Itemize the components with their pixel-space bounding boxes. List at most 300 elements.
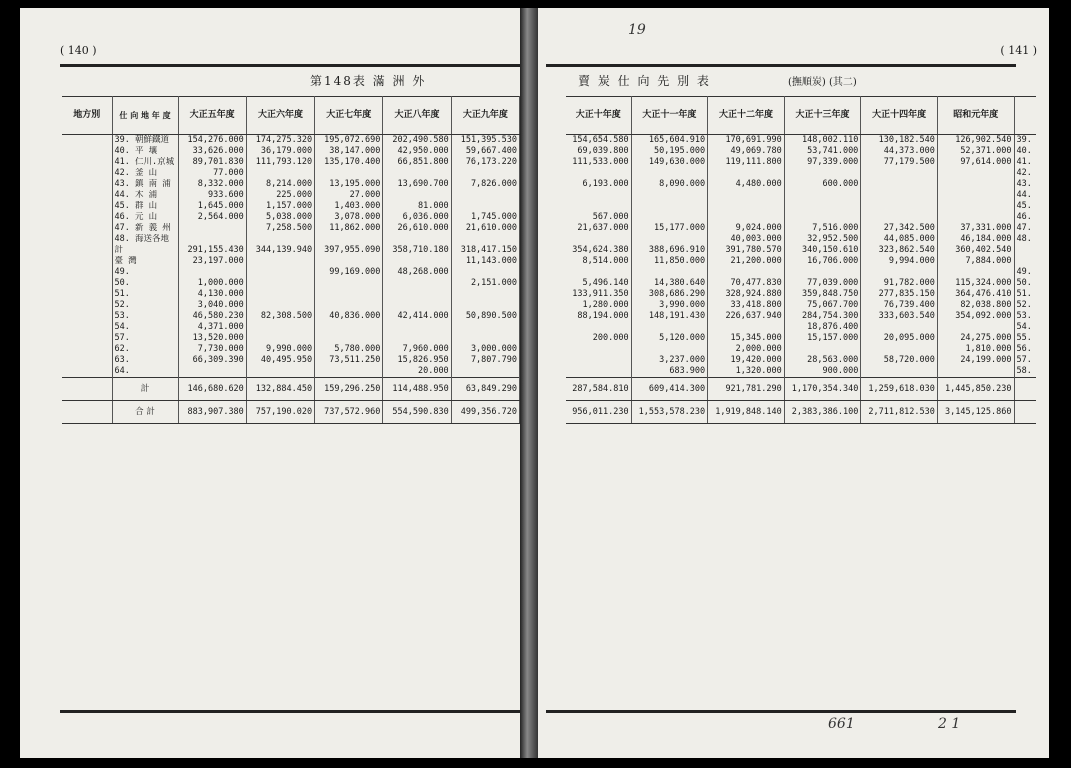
row-number: 47.	[1016, 223, 1032, 233]
row-number: 43.	[114, 179, 130, 189]
destination-cell	[112, 289, 178, 300]
region-cell	[62, 212, 112, 223]
table-row	[566, 245, 1036, 256]
value-cell	[315, 256, 383, 267]
value-cell: 683.900	[631, 366, 708, 378]
right-page-number: ( 141 )	[1000, 44, 1037, 57]
table-row	[566, 146, 1036, 157]
subtotal-cell: 159,296.250	[315, 378, 383, 401]
value-cell	[383, 256, 451, 267]
row-number: 39.	[1016, 135, 1032, 145]
region-header: 地方別	[73, 110, 101, 120]
row-number: 47.	[114, 223, 130, 233]
value-cell: 15,177.000	[631, 223, 708, 234]
value-cell: 13,690.700	[383, 179, 451, 190]
value-cell	[246, 234, 314, 245]
subtotal-cell: 1,445,850.230	[937, 378, 1014, 401]
row-number: 40.	[1016, 146, 1032, 156]
value-cell: 46,580.230	[178, 311, 246, 322]
row-number: 39.	[114, 135, 130, 145]
value-cell: 1,810.000	[937, 344, 1014, 355]
right-data-table	[566, 96, 1036, 424]
value-cell: 5,496.140	[566, 278, 631, 289]
value-cell	[861, 168, 938, 179]
value-cell	[937, 322, 1014, 333]
value-cell: 38,147.000	[315, 146, 383, 157]
value-cell: 6,193.000	[566, 179, 631, 190]
destination-cell	[112, 234, 178, 245]
value-cell: 52,371.000	[937, 146, 1014, 157]
value-cell: 97,339.000	[784, 157, 861, 168]
value-cell	[708, 322, 785, 333]
region-cell	[62, 146, 112, 157]
col-taisho10: 大正十年度	[566, 97, 631, 135]
table-row	[566, 256, 1036, 267]
value-cell: 50,890.500	[451, 311, 519, 322]
value-cell	[566, 355, 631, 366]
table-row	[62, 355, 520, 366]
value-cell: 344,139.940	[246, 245, 314, 256]
row-number: 49.	[114, 267, 130, 277]
row-number: 45.	[114, 201, 130, 211]
value-cell	[566, 168, 631, 179]
row-number: 46.	[1016, 212, 1032, 222]
value-cell: 13,195.000	[315, 179, 383, 190]
value-cell	[383, 190, 451, 201]
value-cell	[566, 190, 631, 201]
value-cell: 154,276.000	[178, 135, 246, 147]
value-cell: 20.000	[383, 366, 451, 378]
subtotal-cell: 132,884.450	[246, 378, 314, 401]
subtotal-cell: 1,170,354.340	[784, 378, 861, 401]
value-cell: 2,000.000	[708, 344, 785, 355]
value-cell: 91,782.000	[861, 278, 938, 289]
value-cell: 165,604.910	[631, 135, 708, 147]
value-cell: 44,085.000	[861, 234, 938, 245]
value-cell: 7,826.000	[451, 179, 519, 190]
region-cell	[62, 311, 112, 322]
value-cell: 77,039.000	[784, 278, 861, 289]
row-number: 48.	[1016, 234, 1032, 244]
table-row	[62, 256, 520, 267]
value-cell	[451, 333, 519, 344]
table-row	[566, 201, 1036, 212]
value-cell: 8,332.000	[178, 179, 246, 190]
destination-cell	[112, 366, 178, 378]
row-number: 46.	[114, 212, 130, 222]
value-cell	[937, 190, 1014, 201]
value-cell: 37,331.000	[937, 223, 1014, 234]
value-cell	[784, 190, 861, 201]
value-cell: 81.000	[383, 201, 451, 212]
region-cell	[62, 333, 112, 344]
row-number: 52.	[114, 300, 130, 310]
value-cell	[631, 344, 708, 355]
value-cell	[708, 267, 785, 278]
value-cell	[566, 201, 631, 212]
destination-cell	[112, 267, 178, 278]
region-cell	[62, 179, 112, 190]
table-row	[566, 333, 1036, 344]
row-number: 40.	[114, 146, 130, 156]
value-cell	[566, 322, 631, 333]
row-number: 48.	[114, 234, 130, 244]
right-top-rule	[546, 64, 1016, 67]
value-cell: 7,960.000	[383, 344, 451, 355]
table-row	[62, 289, 520, 300]
value-cell: 16,706.000	[784, 256, 861, 267]
col-taisho12: 大正十二年度	[708, 97, 785, 135]
value-cell: 1,403.000	[315, 201, 383, 212]
value-cell	[784, 201, 861, 212]
table-row	[566, 322, 1036, 333]
table-row	[62, 366, 520, 378]
value-cell: 1,745.000	[451, 212, 519, 223]
left-page	[20, 8, 520, 758]
table-row	[566, 289, 1036, 300]
total-cell: 737,572.960	[315, 401, 383, 424]
value-cell: 15,826.950	[383, 355, 451, 366]
year-header: 年 度	[151, 110, 171, 120]
value-cell: 48,268.000	[383, 267, 451, 278]
value-cell: 24,275.000	[937, 333, 1014, 344]
value-cell: 119,111.800	[708, 157, 785, 168]
destination-name: 臺 灣	[114, 256, 137, 266]
table-row	[566, 311, 1036, 322]
table-row	[62, 344, 520, 355]
row-number: 54.	[114, 322, 130, 332]
region-cell	[62, 267, 112, 278]
value-cell: 1,000.000	[178, 278, 246, 289]
value-cell: 21,610.000	[451, 223, 519, 234]
value-cell	[784, 212, 861, 223]
value-cell: 391,780.570	[708, 245, 785, 256]
value-cell: 7,258.500	[246, 223, 314, 234]
destination-name: 釜 山	[134, 168, 158, 178]
subtotal-cell: 287,584.810	[566, 378, 631, 401]
value-cell: 1,280.000	[566, 300, 631, 311]
table-row	[566, 179, 1036, 190]
left-total-row	[62, 401, 520, 424]
value-cell: 15,157.000	[784, 333, 861, 344]
row-number: 55.	[1016, 333, 1032, 343]
value-cell	[178, 267, 246, 278]
total-cell: 2,711,812.530	[861, 401, 938, 424]
row-number	[1014, 256, 1036, 267]
value-cell: 354,624.380	[566, 245, 631, 256]
handwritten-note-top: 19	[628, 22, 646, 38]
value-cell: 115,324.000	[937, 278, 1014, 289]
value-cell: 318,417.150	[451, 245, 519, 256]
table-row	[62, 333, 520, 344]
value-cell: 9,024.000	[708, 223, 785, 234]
direction-header: 仕 向 地	[119, 110, 149, 120]
value-cell	[937, 201, 1014, 212]
value-cell: 2,151.000	[451, 278, 519, 289]
destination-name: 新 義 州	[134, 223, 171, 233]
value-cell	[383, 168, 451, 179]
value-cell: 82,038.800	[937, 300, 1014, 311]
region-cell	[62, 322, 112, 333]
col-showa1: 昭和元年度	[937, 97, 1014, 135]
value-cell: 308,686.290	[631, 289, 708, 300]
value-cell	[937, 366, 1014, 378]
row-number: 44.	[114, 190, 130, 200]
value-cell	[383, 300, 451, 311]
value-cell	[315, 234, 383, 245]
value-cell: 323,862.540	[861, 245, 938, 256]
table-row	[62, 300, 520, 311]
col-taisho8: 大正八年度	[383, 97, 451, 135]
value-cell: 900.000	[784, 366, 861, 378]
value-cell: 4,130.000	[178, 289, 246, 300]
table-row	[62, 157, 520, 168]
row-number: 44.	[1016, 190, 1032, 200]
destination-cell	[112, 355, 178, 366]
value-cell	[383, 234, 451, 245]
destination-cell	[112, 256, 178, 267]
table-row	[566, 190, 1036, 201]
value-cell: 27.000	[315, 190, 383, 201]
destination-name: 海送各地	[134, 234, 169, 244]
value-cell: 8,090.000	[631, 179, 708, 190]
value-cell: 77,179.500	[861, 157, 938, 168]
region-cell	[62, 135, 112, 147]
row-number: 43.	[1016, 179, 1032, 189]
region-cell	[62, 278, 112, 289]
value-cell: 354,092.000	[937, 311, 1014, 322]
table-row	[566, 300, 1036, 311]
value-cell	[631, 201, 708, 212]
value-cell: 23,197.000	[178, 256, 246, 267]
table-row	[62, 179, 520, 190]
value-cell: 6,036.000	[383, 212, 451, 223]
value-cell: 76,739.400	[861, 300, 938, 311]
right-bottom-rule	[546, 710, 1016, 713]
value-cell	[315, 289, 383, 300]
right-subtotal-row	[566, 378, 1036, 401]
value-cell: 328,924.880	[708, 289, 785, 300]
destination-name: 木 浦	[134, 190, 158, 200]
destination-name: 元 山	[134, 212, 158, 222]
destination-cell	[112, 168, 178, 179]
value-cell	[861, 190, 938, 201]
value-cell: 59,667.400	[451, 146, 519, 157]
value-cell: 4,371.000	[178, 322, 246, 333]
value-cell: 70,477.830	[708, 278, 785, 289]
subtotal-cell: 609,414.300	[631, 378, 708, 401]
value-cell	[451, 201, 519, 212]
value-cell: 40,836.000	[315, 311, 383, 322]
value-cell	[246, 300, 314, 311]
row-number: 42.	[114, 168, 130, 178]
value-cell	[861, 344, 938, 355]
table-row	[566, 355, 1036, 366]
value-cell: 9,990.000	[246, 344, 314, 355]
col-taisho9: 大正九年度	[451, 97, 519, 135]
right-table-subtitle: (撫順炭) (其二)	[788, 77, 857, 88]
value-cell: 340,150.610	[784, 245, 861, 256]
value-cell: 135,170.400	[315, 157, 383, 168]
value-cell: 195,072.690	[315, 135, 383, 147]
destination-cell	[112, 344, 178, 355]
table-row	[62, 201, 520, 212]
value-cell	[861, 201, 938, 212]
row-number: 64.	[114, 366, 130, 376]
value-cell: 277,835.150	[861, 289, 938, 300]
value-cell: 8,214.000	[246, 179, 314, 190]
value-cell: 149,630.000	[631, 157, 708, 168]
value-cell: 33,626.000	[178, 146, 246, 157]
value-cell: 66,851.800	[383, 157, 451, 168]
value-cell: 200.000	[566, 333, 631, 344]
value-cell: 40,003.000	[708, 234, 785, 245]
destination-name: 群 山	[134, 201, 158, 211]
destination-cell	[112, 179, 178, 190]
value-cell: 3,990.000	[631, 300, 708, 311]
table-row	[566, 278, 1036, 289]
value-cell: 33,418.800	[708, 300, 785, 311]
destination-cell	[112, 223, 178, 234]
value-cell	[631, 267, 708, 278]
value-cell	[937, 179, 1014, 190]
left-page-number: ( 140 )	[60, 44, 97, 57]
value-cell	[246, 322, 314, 333]
value-cell: 5,780.000	[315, 344, 383, 355]
table-row	[566, 135, 1036, 147]
row-number: 53.	[114, 311, 130, 321]
subtotal-cell: 63,849.290	[451, 378, 519, 401]
table-row	[62, 146, 520, 157]
value-cell: 27,342.500	[861, 223, 938, 234]
value-cell: 99,169.000	[315, 267, 383, 278]
value-cell: 358,710.180	[383, 245, 451, 256]
total-cell: 499,356.720	[451, 401, 519, 424]
subtotal-cell: 146,680.620	[178, 378, 246, 401]
table-row	[62, 223, 520, 234]
row-number: 49.	[1016, 267, 1032, 277]
value-cell: 18,876.400	[784, 322, 861, 333]
handwritten-note-bottom: 661	[828, 716, 855, 732]
value-cell: 73,511.250	[315, 355, 383, 366]
value-cell	[451, 168, 519, 179]
value-cell: 5,120.000	[631, 333, 708, 344]
value-cell	[246, 278, 314, 289]
value-cell: 111,793.120	[246, 157, 314, 168]
value-cell	[451, 322, 519, 333]
destination-name: 鎮 南 浦	[134, 179, 171, 189]
table-row	[566, 366, 1036, 378]
value-cell	[566, 234, 631, 245]
row-number: 51.	[1016, 289, 1032, 299]
value-cell: 76,173.220	[451, 157, 519, 168]
value-cell	[383, 289, 451, 300]
table-row	[62, 245, 520, 256]
row-number: 62.	[114, 344, 130, 354]
total-label: 合 計	[112, 401, 178, 424]
value-cell	[631, 212, 708, 223]
value-cell: 170,691.990	[708, 135, 785, 147]
value-cell	[937, 168, 1014, 179]
value-cell: 148,002.110	[784, 135, 861, 147]
row-number: 53.	[1016, 311, 1032, 321]
value-cell: 53,741.000	[784, 146, 861, 157]
value-cell: 226,637.940	[708, 311, 785, 322]
destination-cell	[112, 278, 178, 289]
table-row	[62, 311, 520, 322]
value-cell	[178, 223, 246, 234]
row-number	[1014, 245, 1036, 256]
value-cell	[383, 278, 451, 289]
value-cell: 388,696.910	[631, 245, 708, 256]
destination-cell	[112, 135, 178, 147]
value-cell	[178, 234, 246, 245]
value-cell: 359,848.750	[784, 289, 861, 300]
region-cell	[62, 201, 112, 212]
value-cell: 42,414.000	[383, 311, 451, 322]
value-cell	[708, 190, 785, 201]
value-cell: 3,078.000	[315, 212, 383, 223]
row-number: 57.	[1016, 355, 1032, 365]
row-number: 63.	[114, 355, 130, 365]
value-cell: 1,320.000	[708, 366, 785, 378]
value-cell	[315, 300, 383, 311]
table-row	[566, 168, 1036, 179]
destination-cell	[112, 146, 178, 157]
value-cell: 7,884.000	[937, 256, 1014, 267]
destination-cell	[112, 311, 178, 322]
region-cell	[62, 234, 112, 245]
value-cell	[315, 322, 383, 333]
value-cell: 49,069.780	[708, 146, 785, 157]
table-row	[566, 234, 1036, 245]
col-taisho11: 大正十一年度	[631, 97, 708, 135]
col-taisho5: 大正五年度	[178, 97, 246, 135]
value-cell: 3,040.000	[178, 300, 246, 311]
value-cell	[708, 168, 785, 179]
col-taisho7: 大正七年度	[315, 97, 383, 135]
total-cell: 3,145,125.860	[937, 401, 1014, 424]
row-number: 51.	[114, 289, 130, 299]
value-cell	[708, 201, 785, 212]
total-cell: 883,907.380	[178, 401, 246, 424]
value-cell: 42,950.000	[383, 146, 451, 157]
destination-cell	[112, 190, 178, 201]
table-row	[62, 322, 520, 333]
row-number: 41.	[1016, 157, 1032, 167]
value-cell: 225.000	[246, 190, 314, 201]
right-page	[538, 8, 1049, 758]
value-cell	[861, 366, 938, 378]
value-cell	[937, 212, 1014, 223]
value-cell: 11,143.000	[451, 256, 519, 267]
table-row	[62, 267, 520, 278]
value-cell: 40,495.950	[246, 355, 314, 366]
value-cell	[315, 278, 383, 289]
value-cell: 21,637.000	[566, 223, 631, 234]
value-cell: 3,237.000	[631, 355, 708, 366]
value-cell	[566, 267, 631, 278]
value-cell: 89,701.830	[178, 157, 246, 168]
subtotal-label: 計	[112, 378, 178, 401]
region-cell	[62, 300, 112, 311]
value-cell	[861, 322, 938, 333]
value-cell: 202,490.580	[383, 135, 451, 147]
destination-name: 朝鮮鐵道	[134, 135, 169, 145]
value-cell: 360,402.540	[937, 245, 1014, 256]
value-cell	[315, 366, 383, 378]
subtotal-cell: 114,488.950	[383, 378, 451, 401]
